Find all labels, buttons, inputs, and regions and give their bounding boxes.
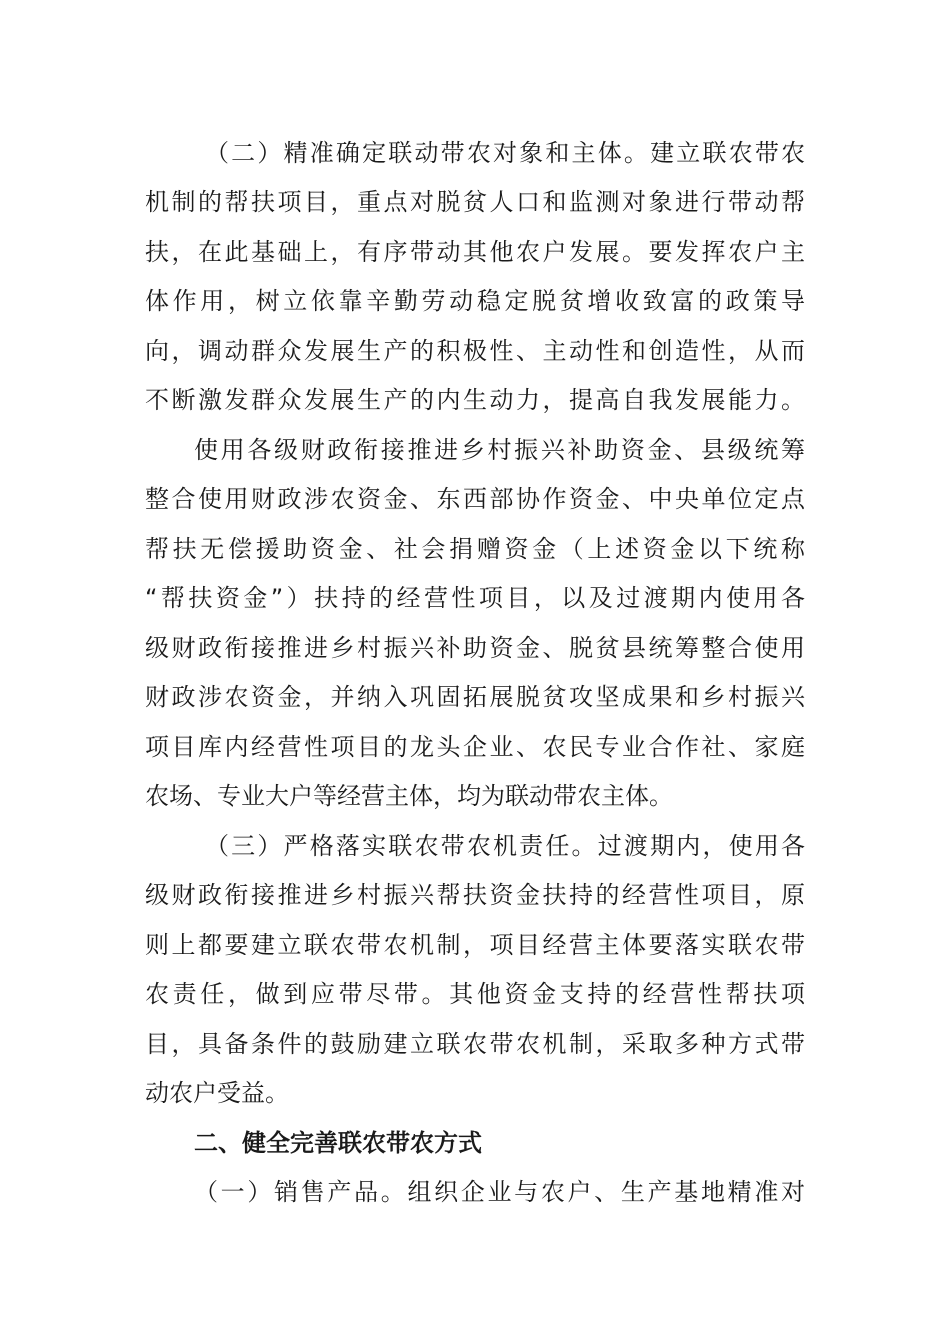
paragraph-line: 级财政衔接推进乡村振兴补助资金、脱贫县统筹整合使用	[145, 634, 805, 662]
paragraph-line: 整合使用财政涉农资金、东西部协作资金、中央单位定点	[145, 485, 805, 513]
paragraph-line: 使用各级财政衔接推进乡村振兴补助资金、县级统筹	[194, 436, 805, 464]
paragraph-line: 机制的帮扶项目，重点对脱贫人口和监测对象进行带动帮	[145, 188, 805, 216]
section-heading: 二、健全完善联农带农方式	[194, 1129, 482, 1157]
paragraph-line: 扶，在此基础上，有序带动其他农户发展。要发挥农户主	[145, 238, 805, 266]
paragraph-line: 目，具备条件的鼓励建立联农带农机制，采取多种方式带	[145, 1030, 805, 1058]
paragraph-line: “帮扶资金”）扶持的经营性项目，以及过渡期内使用各	[145, 584, 805, 612]
paragraph-line: 不断激发群众发展生产的内生动力，提高自我发展能力。	[145, 386, 805, 414]
paragraph-line: （一）销售产品。组织企业与农户、生产基地精准对	[194, 1178, 805, 1206]
paragraph-line: （二）精准确定联动带农对象和主体。建立联农带农	[205, 139, 805, 167]
paragraph-line: 级财政衔接推进乡村振兴帮扶资金扶持的经营性项目，原	[145, 881, 805, 909]
paragraph-line: 农责任，做到应带尽带。其他资金支持的经营性帮扶项	[145, 980, 805, 1008]
paragraph-line: 农场、专业大户等经营主体，均为联动带农主体。	[145, 782, 673, 810]
paragraph-line: 则上都要建立联农带农机制，项目经营主体要落实联农带	[145, 931, 805, 959]
paragraph-line: 帮扶无偿援助资金、社会捐赠资金（上述资金以下统称	[145, 535, 805, 563]
paragraph-line: 体作用，树立依靠辛勤劳动稳定脱贫增收致富的政策导	[145, 287, 805, 315]
paragraph-line: （三）严格落实联农带农机责任。过渡期内，使用各	[205, 832, 805, 860]
paragraph-line: 财政涉农资金，并纳入巩固拓展脱贫攻坚成果和乡村振兴	[145, 683, 805, 711]
paragraph-line: 动农户受益。	[145, 1079, 289, 1107]
paragraph-line: 项目库内经营性项目的龙头企业、农民专业合作社、家庭	[145, 733, 805, 761]
paragraph-line: 向，调动群众发展生产的积极性、主动性和创造性，从而	[145, 337, 805, 365]
